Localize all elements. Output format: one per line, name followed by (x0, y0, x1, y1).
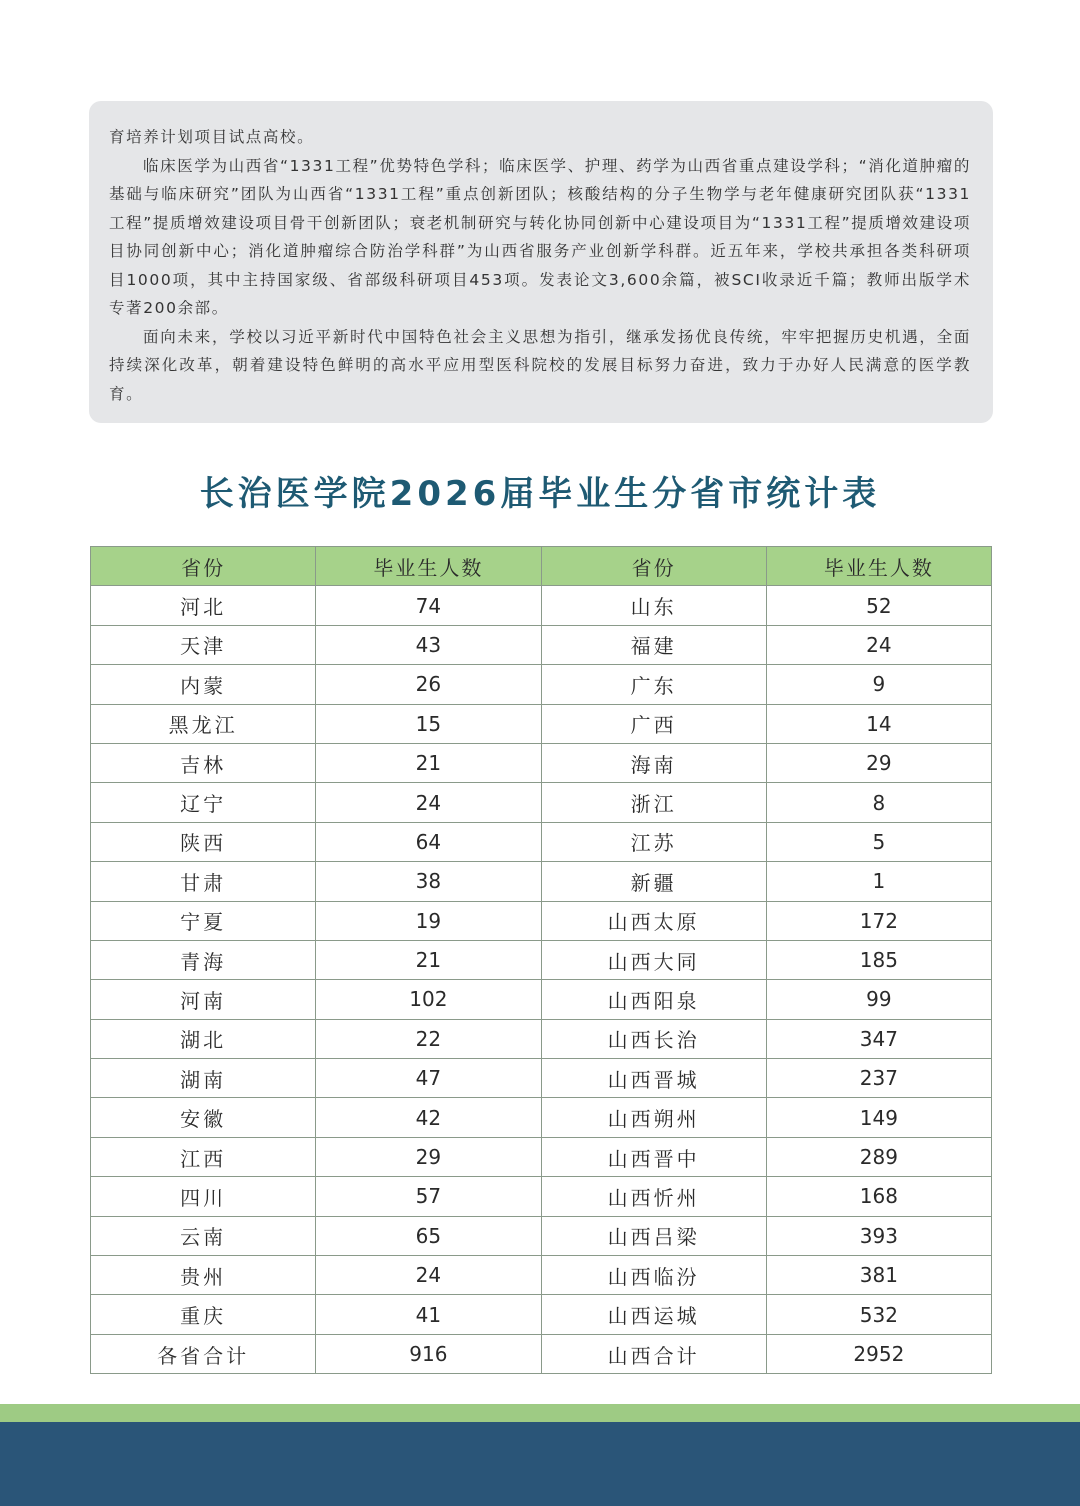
table-row (91, 704, 992, 743)
graduate-count-cell: 22 (316, 1019, 541, 1058)
table-row (91, 586, 992, 625)
graduate-count-cell: 289 (766, 1137, 991, 1176)
intro-paragraph-2: 临床医学为山西省“1331工程”优势特色学科；临床医学、护理、药学为山西省重点建设学科；“消化道肿瘤的基础与临床研究”团队为山西省“1331工程”重点创新团队；核酸结构的分子生物学与老年健康研究团队获“1331工程”提质增效建设项目骨干创新团队；衰老机制研究与转化协同创新中心建设项目为“1331工程”提质增效建设项目协同创新中心；消化道肿瘤综合防治学科群”为山西省服务产业创新学科群。近五年来，学校共承担各类科研项目1000项，其中主持国家级、省部级科研项目453项。发表论文3,600余篇，被SCI收录近千篇；教师出版学术专著200余部。 (109, 156, 971, 317)
province-cell: 山西阳泉 (541, 980, 766, 1019)
graduate-count-cell: 168 (766, 1177, 991, 1216)
table-row (91, 625, 992, 664)
table-row (91, 1256, 992, 1295)
province-cell: 贵州 (91, 1256, 316, 1295)
province-cell: 河南 (91, 980, 316, 1019)
province-cell: 山西吕梁 (541, 1216, 766, 1255)
graduate-count-cell: 149 (766, 1098, 991, 1137)
graduate-count-cell: 74 (316, 586, 541, 625)
footer-blue-band (0, 1422, 1080, 1506)
province-cell: 海南 (541, 743, 766, 782)
province-cell: 甘肃 (91, 862, 316, 901)
table-body (91, 586, 992, 1374)
graduate-count-cell: 5 (766, 822, 991, 861)
header-province-1: 省份 (91, 547, 316, 586)
table-row (91, 1098, 992, 1137)
table-row (91, 901, 992, 940)
graduate-count-cell: 26 (316, 665, 541, 704)
table-row (91, 783, 992, 822)
graduate-count-cell: 29 (316, 1137, 541, 1176)
graduate-count-cell: 57 (316, 1177, 541, 1216)
footer-green-stripe (0, 1404, 1080, 1422)
table-row (91, 1019, 992, 1058)
province-cell: 山西晋中 (541, 1137, 766, 1176)
table-row (91, 862, 992, 901)
header-count-2: 毕业生人数 (766, 547, 991, 586)
province-cell: 黑龙江 (91, 704, 316, 743)
table-row (91, 1216, 992, 1255)
province-cell: 山西合计 (541, 1334, 766, 1373)
graduate-count-cell: 52 (766, 586, 991, 625)
table-row (91, 1295, 992, 1334)
graduate-count-cell: 24 (766, 625, 991, 664)
province-cell: 内蒙 (91, 665, 316, 704)
graduate-count-cell: 172 (766, 901, 991, 940)
province-cell: 江西 (91, 1137, 316, 1176)
graduate-stats-table (90, 546, 992, 1374)
province-cell: 山西晋城 (541, 1059, 766, 1098)
province-cell: 各省合计 (91, 1334, 316, 1373)
graduate-count-cell: 64 (316, 822, 541, 861)
province-cell: 辽宁 (91, 783, 316, 822)
table-row (91, 743, 992, 782)
graduate-count-cell: 65 (316, 1216, 541, 1255)
graduate-count-cell: 8 (766, 783, 991, 822)
graduate-count-cell: 102 (316, 980, 541, 1019)
table-row (91, 980, 992, 1019)
province-cell: 江苏 (541, 822, 766, 861)
graduate-count-cell: 24 (316, 783, 541, 822)
graduate-count-cell: 29 (766, 743, 991, 782)
province-cell: 吉林 (91, 743, 316, 782)
graduate-count-cell: 42 (316, 1098, 541, 1137)
graduate-count-cell: 347 (766, 1019, 991, 1058)
province-cell: 广东 (541, 665, 766, 704)
province-cell: 河北 (91, 586, 316, 625)
intro-text-box (89, 101, 993, 423)
graduate-count-cell: 393 (766, 1216, 991, 1255)
graduate-count-cell: 381 (766, 1256, 991, 1295)
province-cell: 山西大同 (541, 940, 766, 979)
province-cell: 山西朔州 (541, 1098, 766, 1137)
graduate-count-cell: 43 (316, 625, 541, 664)
province-cell: 新疆 (541, 862, 766, 901)
table-row (91, 1334, 992, 1373)
province-cell: 云南 (91, 1216, 316, 1255)
graduate-count-cell: 532 (766, 1295, 991, 1334)
province-cell: 天津 (91, 625, 316, 664)
graduate-count-cell: 47 (316, 1059, 541, 1098)
graduate-count-cell: 99 (766, 980, 991, 1019)
province-cell: 陕西 (91, 822, 316, 861)
graduate-count-cell: 24 (316, 1256, 541, 1295)
graduate-count-cell: 2952 (766, 1334, 991, 1373)
province-cell: 山东 (541, 586, 766, 625)
province-cell: 山西忻州 (541, 1177, 766, 1216)
province-cell: 湖北 (91, 1019, 316, 1058)
table-title: 长治医学院2026届毕业生分省市统计表 (199, 474, 881, 514)
province-cell: 广西 (541, 704, 766, 743)
header-count-1: 毕业生人数 (316, 547, 541, 586)
province-cell: 浙江 (541, 783, 766, 822)
graduate-count-cell: 15 (316, 704, 541, 743)
province-cell: 重庆 (91, 1295, 316, 1334)
province-cell: 山西长治 (541, 1019, 766, 1058)
province-cell: 山西运城 (541, 1295, 766, 1334)
graduate-count-cell: 916 (316, 1334, 541, 1373)
intro-paragraph-3: 面向未来，学校以习近平新时代中国特色社会主义思想为指引，继承发扬优良传统，牢牢把握历史机遇，全面持续深化改革，朝着建设特色鲜明的高水平应用型医科院校的发展目标努力奋进，致力于办好人民满意的医学教育。 (109, 327, 971, 403)
graduate-count-cell: 41 (316, 1295, 541, 1334)
province-cell: 四川 (91, 1177, 316, 1216)
table-row (91, 1137, 992, 1176)
table-row (91, 940, 992, 979)
graduate-count-cell: 9 (766, 665, 991, 704)
table-row (91, 1059, 992, 1098)
graduate-count-cell: 1 (766, 862, 991, 901)
graduate-count-cell: 14 (766, 704, 991, 743)
province-cell: 山西临汾 (541, 1256, 766, 1295)
province-cell: 青海 (91, 940, 316, 979)
province-cell: 湖南 (91, 1059, 316, 1098)
table-header-row (91, 547, 992, 586)
province-cell: 山西太原 (541, 901, 766, 940)
table-row (91, 822, 992, 861)
graduate-count-cell: 19 (316, 901, 541, 940)
intro-paragraph-1: 育培养计划项目试点高校。 (109, 128, 315, 146)
table-row (91, 665, 992, 704)
province-cell: 宁夏 (91, 901, 316, 940)
graduate-count-cell: 21 (316, 743, 541, 782)
graduate-count-cell: 237 (766, 1059, 991, 1098)
graduate-count-cell: 21 (316, 940, 541, 979)
header-province-2: 省份 (541, 547, 766, 586)
graduate-count-cell: 38 (316, 862, 541, 901)
province-cell: 安徽 (91, 1098, 316, 1137)
graduate-count-cell: 185 (766, 940, 991, 979)
table-row (91, 1177, 992, 1216)
province-cell: 福建 (541, 625, 766, 664)
